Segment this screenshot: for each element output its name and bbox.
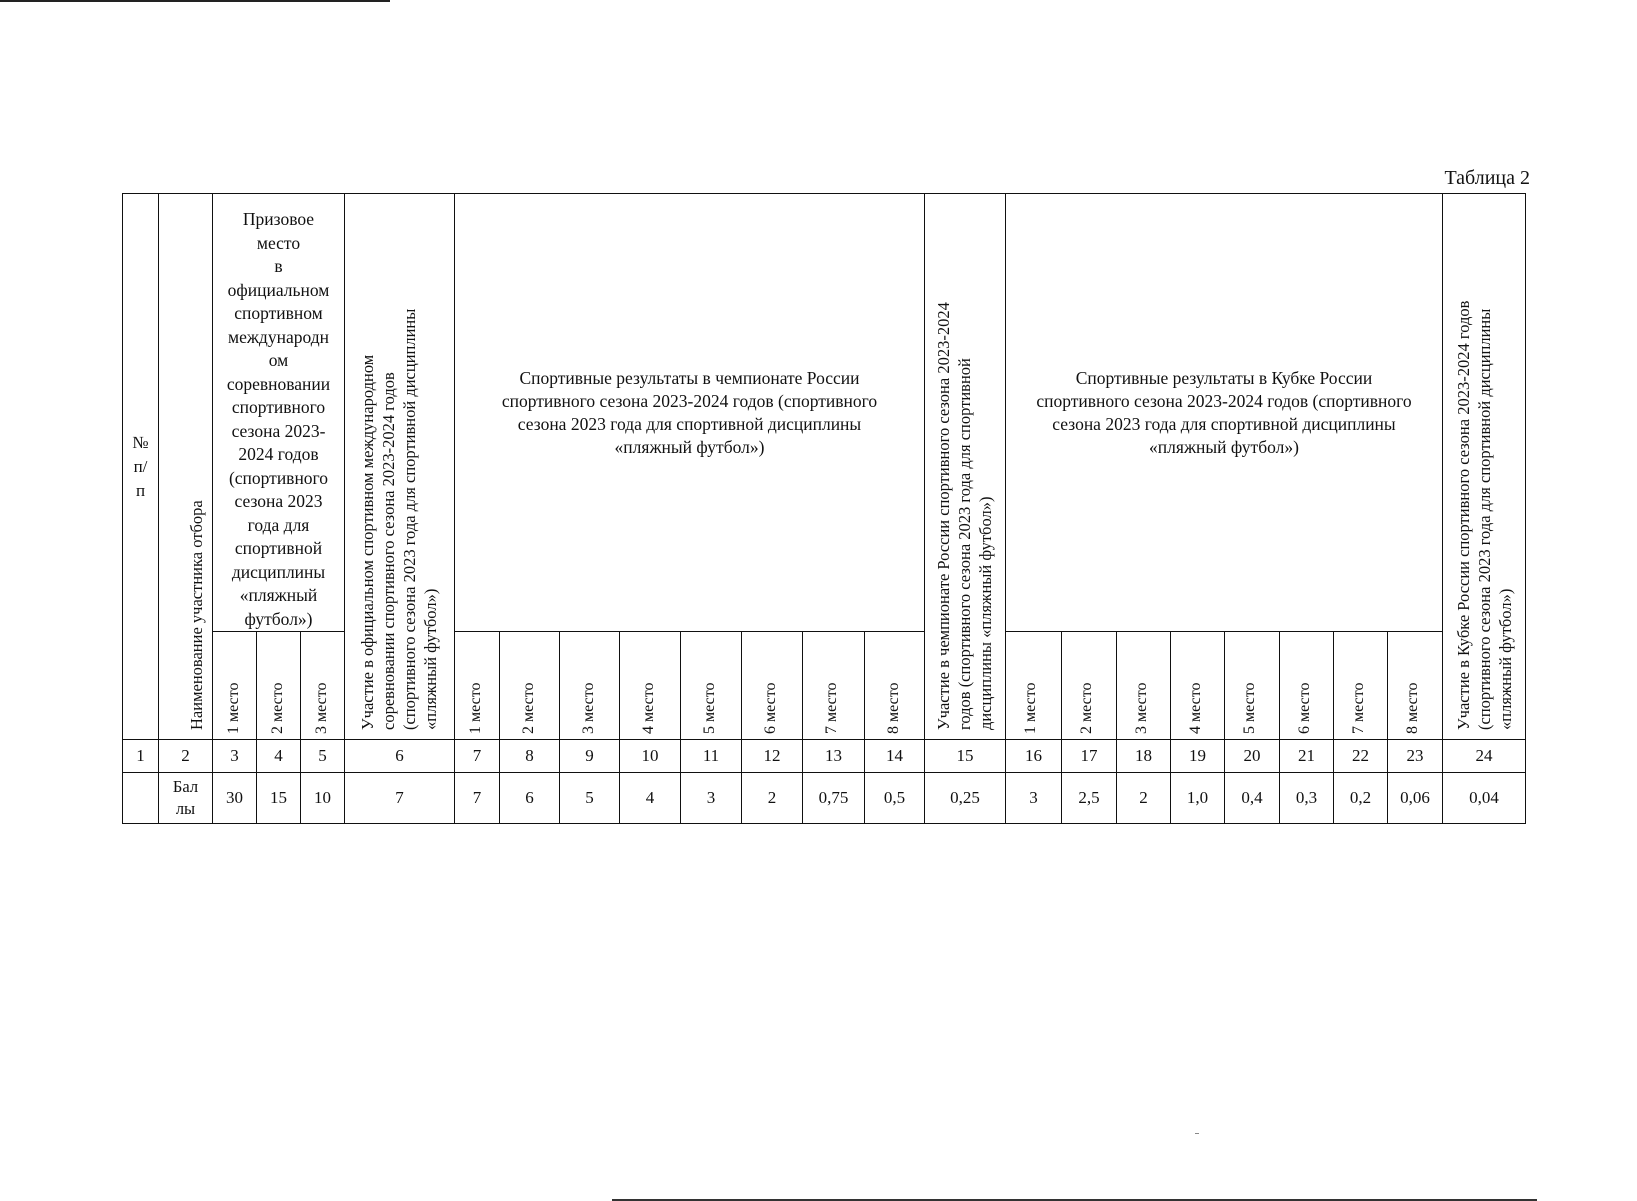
points-value: 0,06 <box>1388 773 1443 824</box>
header-cup-participation: Участие в Кубке России спортивного сезона 2023-2024 годов (спортивного сезона 2023 года для спортивной дисциплины «пляжный футбол») <box>1443 194 1526 740</box>
column-index: 19 <box>1171 740 1225 773</box>
scan-speck <box>1195 1133 1199 1134</box>
points-value: 0,3 <box>1280 773 1334 824</box>
top-edge-rule <box>0 0 390 2</box>
column-index: 21 <box>1280 740 1334 773</box>
champ-place-7: 7 место <box>803 632 865 740</box>
cup-place-6: 6 место <box>1280 632 1334 740</box>
column-index: 1 <box>123 740 159 773</box>
points-empty-cell <box>123 773 159 824</box>
column-index: 14 <box>865 740 925 773</box>
points-value: 0,04 <box>1443 773 1526 824</box>
column-index-row <box>123 740 1526 773</box>
column-index: 22 <box>1334 740 1388 773</box>
points-value: 2 <box>742 773 803 824</box>
column-index: 3 <box>213 740 257 773</box>
header-intl-participation: Участие в официальном спортивном международном соревновании спортивного сезона 2023-2024 годов (спортивного сезона 2023 года для спортивной дисциплины «пляжный футбол») <box>345 194 455 740</box>
points-value: 2,5 <box>1062 773 1117 824</box>
column-index: 8 <box>500 740 560 773</box>
prize-place-2: 2 место <box>257 632 301 740</box>
champ-place-5: 5 место <box>681 632 742 740</box>
prize-place-3: 3 место <box>301 632 345 740</box>
header-row-groups <box>123 194 1526 632</box>
column-index: 2 <box>159 740 213 773</box>
header-championship-participation: Участие в чемпионате России спортивного сезона 2023-2024 годов (спортивного сезона 2023 года для спортивной дисциплины «пляжный футбол») <box>925 194 1006 740</box>
column-index: 16 <box>1006 740 1062 773</box>
points-value: 0,4 <box>1225 773 1280 824</box>
points-value: 0,5 <box>865 773 925 824</box>
points-value: 0,25 <box>925 773 1006 824</box>
points-row <box>123 773 1526 824</box>
cup-place-1: 1 место <box>1006 632 1062 740</box>
points-value: 0,75 <box>803 773 865 824</box>
points-value: 0,2 <box>1334 773 1388 824</box>
points-value: 7 <box>455 773 500 824</box>
champ-place-6: 6 место <box>742 632 803 740</box>
cup-place-2: 2 место <box>1062 632 1117 740</box>
column-index: 5 <box>301 740 345 773</box>
points-value: 5 <box>560 773 620 824</box>
points-label: Бал лы <box>159 773 213 824</box>
points-value: 1,0 <box>1171 773 1225 824</box>
header-num: № п/ п <box>123 194 159 740</box>
points-value: 7 <box>345 773 455 824</box>
column-index: 20 <box>1225 740 1280 773</box>
column-index: 13 <box>803 740 865 773</box>
points-value: 2 <box>1117 773 1171 824</box>
column-index: 6 <box>345 740 455 773</box>
column-index: 10 <box>620 740 681 773</box>
points-value: 15 <box>257 773 301 824</box>
champ-place-2: 2 место <box>500 632 560 740</box>
cup-place-3: 3 место <box>1117 632 1171 740</box>
header-row-places <box>123 632 1526 740</box>
cup-place-7: 7 место <box>1334 632 1388 740</box>
cup-place-8: 8 место <box>1388 632 1443 740</box>
header-participant: Наименование участника отбора <box>159 194 213 740</box>
points-value: 6 <box>500 773 560 824</box>
column-index: 17 <box>1062 740 1117 773</box>
column-index: 7 <box>455 740 500 773</box>
points-value: 3 <box>1006 773 1062 824</box>
points-value: 10 <box>301 773 345 824</box>
column-index: 23 <box>1388 740 1443 773</box>
cup-place-4: 4 место <box>1171 632 1225 740</box>
prize-place-1: 1 место <box>213 632 257 740</box>
points-value: 3 <box>681 773 742 824</box>
champ-place-1: 1 место <box>455 632 500 740</box>
column-index: 18 <box>1117 740 1171 773</box>
cup-place-5: 5 место <box>1225 632 1280 740</box>
scores-table <box>122 193 1526 824</box>
points-value: 30 <box>213 773 257 824</box>
column-index: 24 <box>1443 740 1526 773</box>
column-index: 12 <box>742 740 803 773</box>
header-prize-group: Призовое место в официальном спортивном международн ом соревновании спортивного сезона 2023- 2024 годов (спортивного сезона 2023 года для спортивной дисциплины «пляжный футбол») <box>213 194 345 632</box>
champ-place-4: 4 место <box>620 632 681 740</box>
champ-place-8: 8 место <box>865 632 925 740</box>
column-index: 4 <box>257 740 301 773</box>
points-value: 4 <box>620 773 681 824</box>
champ-place-3: 3 место <box>560 632 620 740</box>
column-index: 9 <box>560 740 620 773</box>
header-championship-group: Спортивные результаты в чемпионате России спортивного сезона 2023-2024 годов (спортивного сезона 2023 года для спортивной дисциплины «пляжный футбол») <box>455 194 925 632</box>
column-index: 11 <box>681 740 742 773</box>
header-cup-group: Спортивные результаты в Кубке России спортивного сезона 2023-2024 годов (спортивного сезона 2023 года для спортивной дисциплины «пляжный футбол») <box>1006 194 1443 632</box>
table-caption: Таблица 2 <box>1444 167 1530 189</box>
column-index: 15 <box>925 740 1006 773</box>
